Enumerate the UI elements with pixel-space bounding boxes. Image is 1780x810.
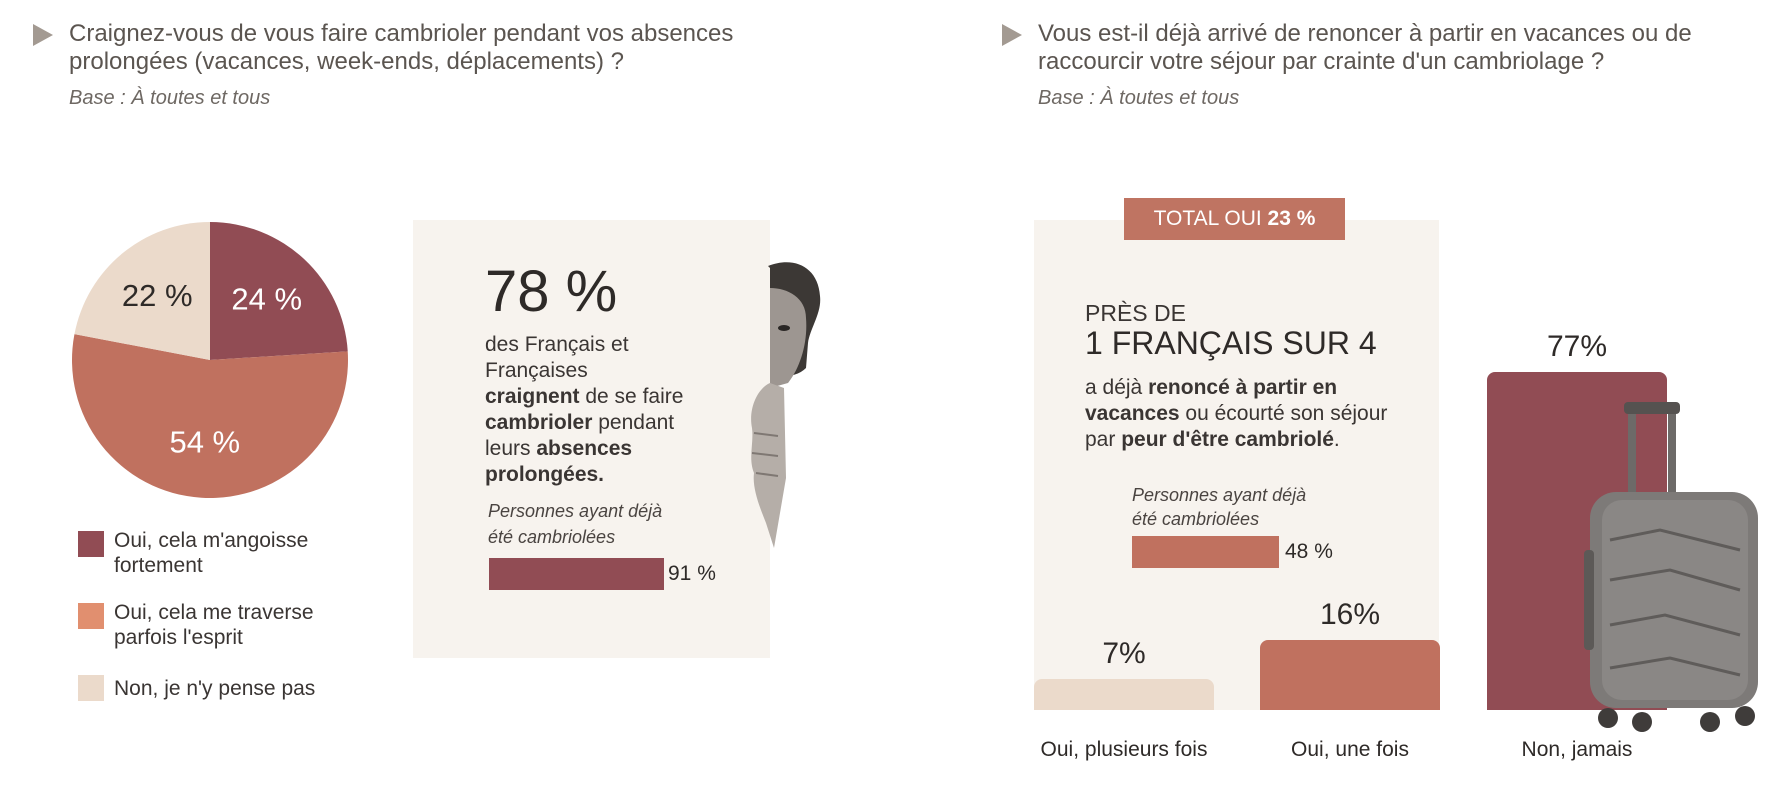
total-yes-badge xyxy=(1124,198,1345,240)
subgroup-bar xyxy=(1132,536,1279,568)
legend-swatch-beige xyxy=(78,675,104,701)
bar-value-label: 16% xyxy=(1319,597,1381,631)
bar-category-label: Oui, une fois xyxy=(1291,738,1409,761)
bar-category-label: Non, jamais xyxy=(1521,738,1633,761)
bar-value-label: 7% xyxy=(1102,637,1146,671)
pie-slice-label: 24 % xyxy=(231,281,303,317)
bar-value-label: 77% xyxy=(1546,330,1608,363)
right-description: a déjà renoncé à partir en vacances ou écourté son séjour par peur d'être cambriolé. xyxy=(1085,376,1388,451)
headline: 1 FRANÇAIS SUR 4 xyxy=(1085,325,1377,361)
badge-value: 23 % xyxy=(1267,207,1316,230)
legend-label: Oui, cela me traverse parfois l'esprit xyxy=(114,601,314,649)
pres-de-label: PRÈS DE xyxy=(1085,300,1186,326)
big-stat-value: 78 % xyxy=(485,259,618,324)
pie-slice-label: 54 % xyxy=(169,424,241,460)
left-stat-card xyxy=(413,220,770,658)
left-question-title: Craignez-vous de vous faire cambrioler pendant vos absences prolongées (vacances, week-ends, déplacements) ? xyxy=(69,20,734,75)
subgroup-label: Personnes ayant déjà été cambriolées xyxy=(488,501,663,547)
legend-label: Non, je n'y pense pas xyxy=(114,677,316,700)
question-arrow-icon xyxy=(33,24,53,46)
question-arrow-icon xyxy=(1002,24,1022,46)
subgroup-bar xyxy=(489,558,664,590)
right-base-text: Base : À toutes et tous xyxy=(1038,87,1240,109)
legend-swatch-orange xyxy=(78,603,104,629)
hiding-man-illustration xyxy=(748,258,828,558)
left-base-text: Base : À toutes et tous xyxy=(69,87,271,109)
pie-chart xyxy=(60,210,360,510)
legend-swatch-dark-red xyxy=(78,531,104,557)
subgroup-label: Personnes ayant déjà été cambriolées xyxy=(1132,485,1307,529)
right-question-title: Vous est-il déjà arrivé de renoncer à partir en vacances ou de raccourcir votre séjour par crainte d'un cambriolage ? xyxy=(1038,20,1692,75)
subgroup-value: 48 % xyxy=(1285,540,1333,563)
suitcase-illustration xyxy=(1580,400,1760,740)
badge-text: TOTAL OUI xyxy=(1153,207,1268,230)
subgroup-value: 91 % xyxy=(668,562,716,585)
right-stat-card xyxy=(1034,220,1439,710)
stat-description: des Français et Françaises craignent de se faire cambrioler pendant leurs absences prolongées. xyxy=(485,333,684,486)
legend-label: Oui, cela m'angoisse fortement xyxy=(114,529,309,577)
bar-category-label: Oui, plusieurs fois xyxy=(1040,738,1208,761)
pie-slice-label: 22 % xyxy=(121,278,193,314)
